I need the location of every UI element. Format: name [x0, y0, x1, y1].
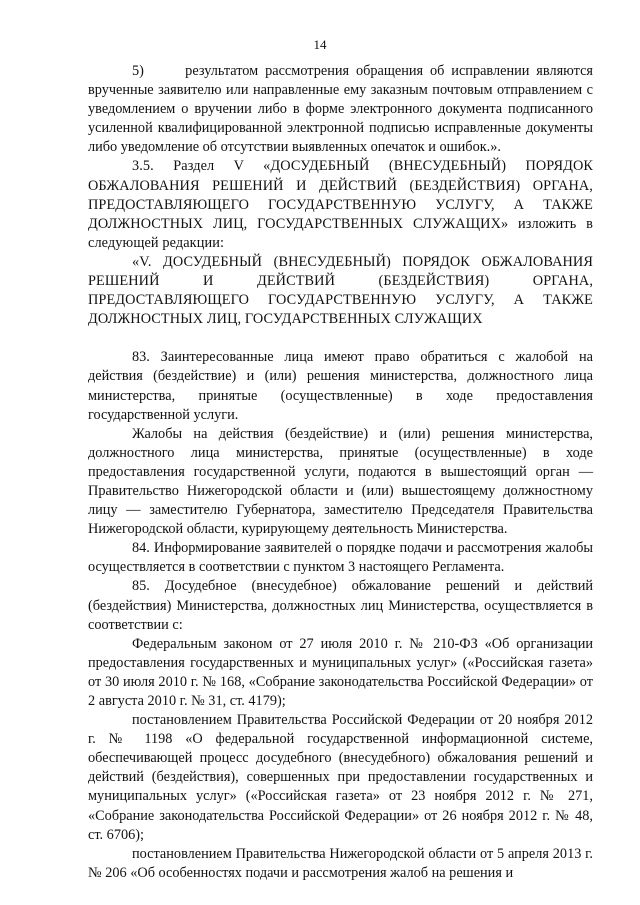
paragraph-federal-law-210: Федеральным законом от 27 июля 2010 г. № 210-ФЗ «Об организации предоставления государственных и муниципальных услуг» («Российская газета» от 30 июля 2010 г. № 168, «Собрание законодательства Российской Федерации» от 2 августа 2010 г. № 31, ст. 4179);	[88, 635, 593, 709]
paragraph-complaints-authority: Жалобы на действия (бездействие) и (или) решения министерства, должностного лица министерства, принятые (осуществленные) в ходе предоставления государственной услуги, подаются в вышестоящий орган — Правительство Нижегородской области и (или) вышестоящему должностному лицу — заместителю Губернатора, заместителю Председателя Правительства Нижегородской области, курирующему деятельность Министерства.	[88, 425, 593, 538]
paragraph-resolution-1198: постановлением Правительства Российской Федерации от 20 ноября 2012 г. № 1198 «О федеральной государственной информационной системе, обеспечивающей процесс досудебного (внесудебного) обжалования решений и действий (бездействия), совершенных при предоставлении государственных и муниципальных услуг» («Российская газета» от 23 ноября 2012 г. № 271, «Собрание законодательства Российской Федерации» от 26 ноября 2012 г. № 48, ст. 6706);	[88, 712, 593, 843]
document-body	[88, 62, 593, 883]
paragraph-85: 85. Досудебное (внесудебное) обжалование решений и действий (бездействия) Министерства, должностных лиц Министерства, осуществляется в соответствии с:	[88, 578, 593, 633]
paragraph-item-5-result: 5) результатом рассмотрения обращения об исправлении являются врученные заявителю или направленные ему заказным почтовым отправлением с уведомлением о вручении либо в форме электронного документа подписанного усиленной квалифицированной электронной подписью исправленные документы либо уведомление об отсутствии выявленных опечаток и ошибок.».	[88, 63, 593, 156]
paragraph-84: 84. Информирование заявителей о порядке подачи и рассмотрения жалобы осуществляется в соответствии с пунктом 3 настоящего Регламента.	[88, 540, 593, 576]
paragraph-resolution-206: постановлением Правительства Нижегородской области от 5 апреля 2013 г. № 206 «Об особенностях подачи и рассмотрения жалоб на решения и	[88, 845, 593, 881]
page-number: 14	[313, 37, 327, 52]
paragraph-3-5-section-v-amendment: 3.5. Раздел V «ДОСУДЕБНЫЙ (ВНЕСУДЕБНЫЙ) ПОРЯДОК ОБЖАЛОВАНИЯ РЕШЕНИЙ И ДЕЙСТВИЙ (БЕЗДЕЙСТВИЯ) ОРГАНА, ПРЕДОСТАВЛЯЮЩЕГО ГОСУДАРСТВЕННУЮ УСЛУГУ, А ТАКЖЕ ДОЛЖНОСТНЫХ ЛИЦ, ГОСУДАРСТВЕННЫХ СЛУЖАЩИХ» изложить в следующей редакции:	[88, 158, 593, 251]
section-v-heading: «V. ДОСУДЕБНЫЙ (ВНЕСУДЕБНЫЙ) ПОРЯДОК ОБЖАЛОВАНИЯ РЕШЕНИЙ И ДЕЙСТВИЙ (БЕЗДЕЙСТВИЯ) ОРГАНА, ПРЕДОСТАВЛЯЮЩЕГО ГОСУДАРСТВЕННУЮ УСЛУГУ, А ТАКЖЕ ДОЛЖНОСТНЫХ ЛИЦ, ГОСУДАРСТВЕННЫХ СЛУЖАЩИХ	[88, 253, 593, 328]
paragraph-83: 83. Заинтересованные лица имеют право обратиться с жалобой на действия (бездействие) и (или) решения министерства, должностного лица министерства, принятые (осуществленные) в ходе предоставления государственной услуги.	[88, 349, 593, 423]
